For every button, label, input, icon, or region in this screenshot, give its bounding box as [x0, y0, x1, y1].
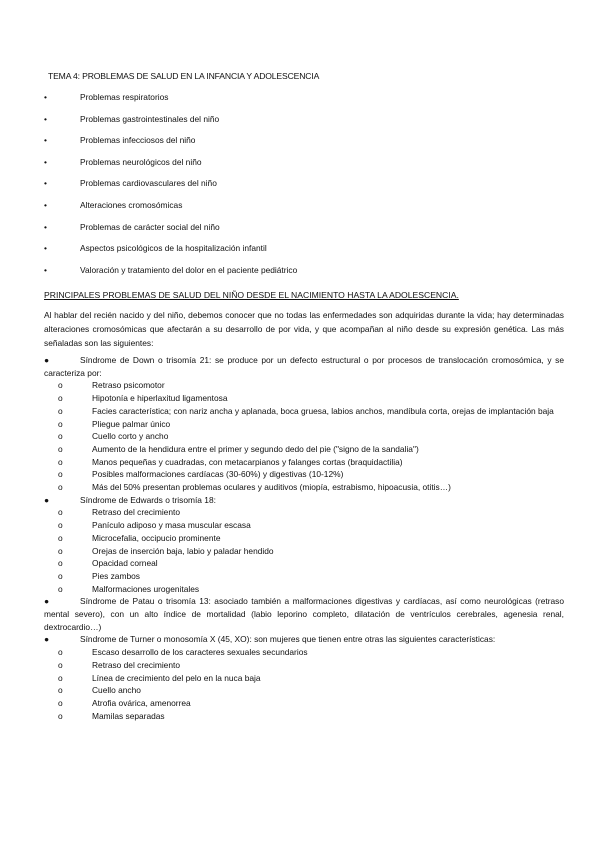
circle-bullet-icon: o [58, 431, 63, 442]
item-text: Línea de crecimiento del pelo en la nuca baja [92, 672, 261, 683]
topic-label: Alteraciones cromosómicas [80, 199, 183, 210]
topic-label: Problemas infecciosos del niño [80, 135, 196, 146]
list-item [44, 430, 564, 443]
item-text: Pies zambos [92, 570, 140, 581]
bullet-icon: ● [44, 494, 50, 505]
circle-bullet-icon: o [58, 710, 63, 721]
characteristic-list [44, 646, 564, 722]
topic-label: Problemas de carácter social del niño [80, 221, 220, 232]
circle-bullet-icon: o [58, 685, 63, 696]
item-text: Atrofia ovárica, amenorrea [92, 697, 191, 708]
list-item [44, 672, 564, 685]
item-text: Retraso psicomotor [92, 380, 165, 391]
syndrome-paragraph [44, 494, 564, 507]
circle-bullet-icon: o [58, 697, 63, 708]
list-item [44, 481, 564, 494]
bullet-icon: • [44, 264, 47, 275]
item-text: Facies característica; con nariz ancha y aplanada, boca gruesa, labios anchos, mandíbula corta, orejas de implantación baja [92, 405, 554, 416]
item-text: Aumento de la hendidura entre el primer y segundo dedo del pie ("signo de la sandalia") [92, 443, 419, 454]
circle-bullet-icon: o [58, 405, 63, 416]
list-item [44, 570, 564, 583]
list-item [44, 519, 564, 532]
list-item [44, 697, 564, 710]
circle-bullet-icon: o [58, 532, 63, 543]
item-text: Pliegue palmar único [92, 418, 171, 429]
list-item [44, 532, 564, 545]
topic-label: Problemas respiratorios [80, 92, 169, 102]
syndrome-paragraph [44, 354, 564, 379]
circle-bullet-icon: o [58, 558, 63, 569]
circle-bullet-icon: o [58, 570, 63, 581]
item-text: Orejas de inserción baja, labio y paladar hendido [92, 545, 274, 556]
syndrome-text: Síndrome de Patau o trisomía 13: asociado también a malformaciones digestivas y cardíacas, así como neurológicas (retraso mental severo), con un alto índice de mortalidad (labio leporino completo, dilatación de ventrículos cerebrales, agenesia renal, dextrocardio…) [44, 596, 564, 632]
list-item [44, 557, 564, 570]
item-text: Retraso del crecimiento [92, 507, 180, 518]
circle-bullet-icon: o [58, 545, 63, 556]
item-text: Malformaciones urogenitales [92, 583, 200, 594]
list-item [44, 418, 564, 431]
circle-bullet-icon: o [58, 380, 63, 391]
syndrome-block [44, 633, 564, 722]
item-text: Retraso del crecimiento [92, 659, 180, 670]
list-item [44, 506, 564, 519]
circle-bullet-icon: o [58, 507, 63, 518]
circle-bullet-icon: o [58, 456, 63, 467]
circle-bullet-icon: o [58, 469, 63, 480]
syndrome-list [44, 354, 564, 722]
syndrome-text: Síndrome de Down o trisomía 21: se produce por un defecto estructural o por procesos de translocación cromosómica, y se caracteriza por: [44, 355, 564, 378]
item-text: Panículo adiposo y masa muscular escasa [92, 520, 251, 531]
list-item [44, 456, 564, 469]
bullet-icon: ● [44, 355, 50, 365]
syndrome-block [44, 354, 564, 494]
item-text: Más del 50% presentan problemas oculares y auditivos (miopía, estrabismo, hipoacusia, otitis…) [92, 482, 451, 493]
item-text: Posibles malformaciones cardíacas (30-60%) y digestivas (10-12%) [92, 469, 344, 480]
circle-bullet-icon: o [58, 443, 63, 454]
item-text: Manos pequeñas y cuadradas, con metacarpianos y falanges cortas (braquidactilia) [92, 456, 403, 467]
topic-label: Problemas cardiovasculares del niño [80, 178, 217, 189]
bullet-icon: ● [44, 634, 50, 645]
section-heading: PRINCIPALES PROBLEMAS DE SALUD DEL NIÑO DESDE EL NACIMIENTO HASTA LA ADOLESCENCIA. [44, 290, 459, 300]
bullet-icon: • [44, 113, 47, 124]
list-item [44, 405, 564, 418]
item-text: Escaso desarrollo de los caracteres sexuales secundarios [92, 647, 308, 658]
list-item [44, 646, 564, 659]
item-text: Cuello corto y ancho [92, 431, 169, 442]
bullet-icon: • [44, 92, 47, 102]
list-item [44, 684, 564, 697]
intro-paragraph: Al hablar del recién nacido y del niño, debemos conocer que no todas las enfermedades son adquiridas durante la vida; hay determinadas alteraciones cromosómicas que afectarán a su desarrollo de por vida, y que acompañan al niño desde su expresión genética. Las más señaladas son las siguientes: [44, 310, 564, 348]
syndrome-text: Síndrome de Edwards o trisomía 18: [80, 494, 216, 505]
item-text: Hipotonía e hiperlaxitud ligamentosa [92, 393, 228, 404]
circle-bullet-icon: o [58, 659, 63, 670]
list-item [44, 443, 564, 456]
syndrome-block [44, 494, 564, 596]
bullet-icon: • [44, 221, 47, 232]
item-text: Mamilas separadas [92, 710, 165, 721]
bullet-icon: ● [44, 596, 50, 607]
syndrome-text: Síndrome de Turner o monosomía X (45, XO): son mujeres que tienen entre otras las siguientes características: [80, 634, 496, 645]
syndrome-block [44, 595, 564, 633]
bullet-icon: • [44, 243, 47, 254]
syndrome-paragraph [44, 595, 564, 633]
topic-label: Problemas neurológicos del niño [80, 156, 202, 167]
list-item [44, 659, 564, 672]
topic-label: Valoración y tratamiento del dolor en el paciente pediátrico [80, 264, 298, 275]
circle-bullet-icon: o [58, 647, 63, 658]
list-item [44, 392, 564, 405]
list-item [44, 379, 564, 392]
bullet-icon: • [44, 156, 47, 167]
item-text: Opacidad corneal [92, 558, 158, 569]
circle-bullet-icon: o [58, 672, 63, 683]
circle-bullet-icon: o [58, 393, 63, 404]
circle-bullet-icon: o [58, 520, 63, 531]
bullet-icon: • [44, 199, 47, 210]
topic-label: Aspectos psicológicos de la hospitalización infantil [80, 243, 267, 254]
bullet-icon: • [44, 178, 47, 189]
list-item [44, 710, 564, 723]
list-item [44, 583, 564, 596]
bullet-icon: • [44, 135, 47, 146]
circle-bullet-icon: o [58, 418, 63, 429]
item-text: Microcefalia, occipucio prominente [92, 532, 221, 543]
syndrome-paragraph [44, 633, 564, 646]
characteristic-list [44, 506, 564, 595]
circle-bullet-icon: o [58, 482, 63, 493]
item-text: Cuello ancho [92, 685, 141, 696]
circle-bullet-icon: o [58, 583, 63, 594]
characteristic-list [44, 379, 564, 493]
topic-label: Problemas gastrointestinales del niño [80, 113, 220, 124]
page-title: TEMA 4: PROBLEMAS DE SALUD EN LA INFANCIA Y ADOLESCENCIA [48, 71, 320, 81]
list-item [44, 468, 564, 481]
list-item [44, 545, 564, 558]
